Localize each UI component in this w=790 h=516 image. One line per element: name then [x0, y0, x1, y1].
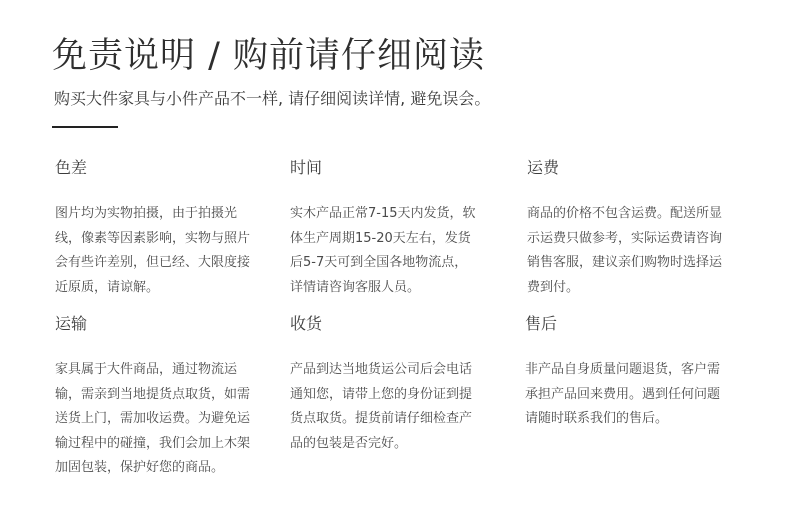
- section-heading-after-sales: 售后: [525, 314, 558, 333]
- title-divider: [52, 126, 118, 128]
- section-transport: [55, 314, 251, 481]
- section-body-color-difference: 图片均为实物拍摄，由于拍摄光线，像素等因素影响，实物与照片会有些许差别，但已经、大限度接近原质，请谅解。: [55, 206, 251, 295]
- page-subtitle: 购买大件家具与小件产品不一样, 请仔细阅读详情, 避免误会。: [54, 89, 491, 108]
- section-body-transport: 家具属于大件商品，通过物流运输，需亲到当地提货点取货，如需送货上门，需加收运费。为避免运输过程中的碰撞，我们会加上木架加固包装，保护好您的商品。: [55, 362, 251, 475]
- section-heading-shipping-fee: 运费: [527, 158, 560, 177]
- section-heading-delivery-time: 时间: [290, 158, 323, 177]
- section-shipping-fee: [527, 158, 733, 300]
- section-after-sales: [525, 314, 731, 432]
- section-body-after-sales: 非产品自身质量问题退货，客户需承担产品回来费用。遇到任何问题请随时联系我们的售后。: [525, 362, 721, 426]
- section-heading-transport: 运输: [55, 314, 88, 333]
- section-body-shipping-fee: 商品的价格不包含运费。配送所显示运费只做参考，实际运费请咨询销售客服，建议亲们购物时选择运费到付。: [527, 206, 723, 295]
- section-body-delivery-time: 实木产品正常7-15天内发货，软体生产周期15-20天左右，发货后5-7天可到全国各地物流点，详情请咨询客服人员。: [290, 206, 476, 295]
- section-color-difference: [55, 158, 251, 300]
- page-title: 免责说明 / 购前请仔细阅读: [52, 36, 486, 76]
- section-receiving: [290, 314, 480, 456]
- section-delivery-time: [290, 158, 480, 300]
- section-heading-receiving: 收货: [290, 314, 323, 333]
- section-body-receiving: 产品到达当地货运公司后会电话通知您，请带上您的身份证到提货点取货。提货前请仔细检查产品的包装是否完好。: [290, 362, 473, 451]
- section-heading-color-difference: 色差: [55, 158, 88, 177]
